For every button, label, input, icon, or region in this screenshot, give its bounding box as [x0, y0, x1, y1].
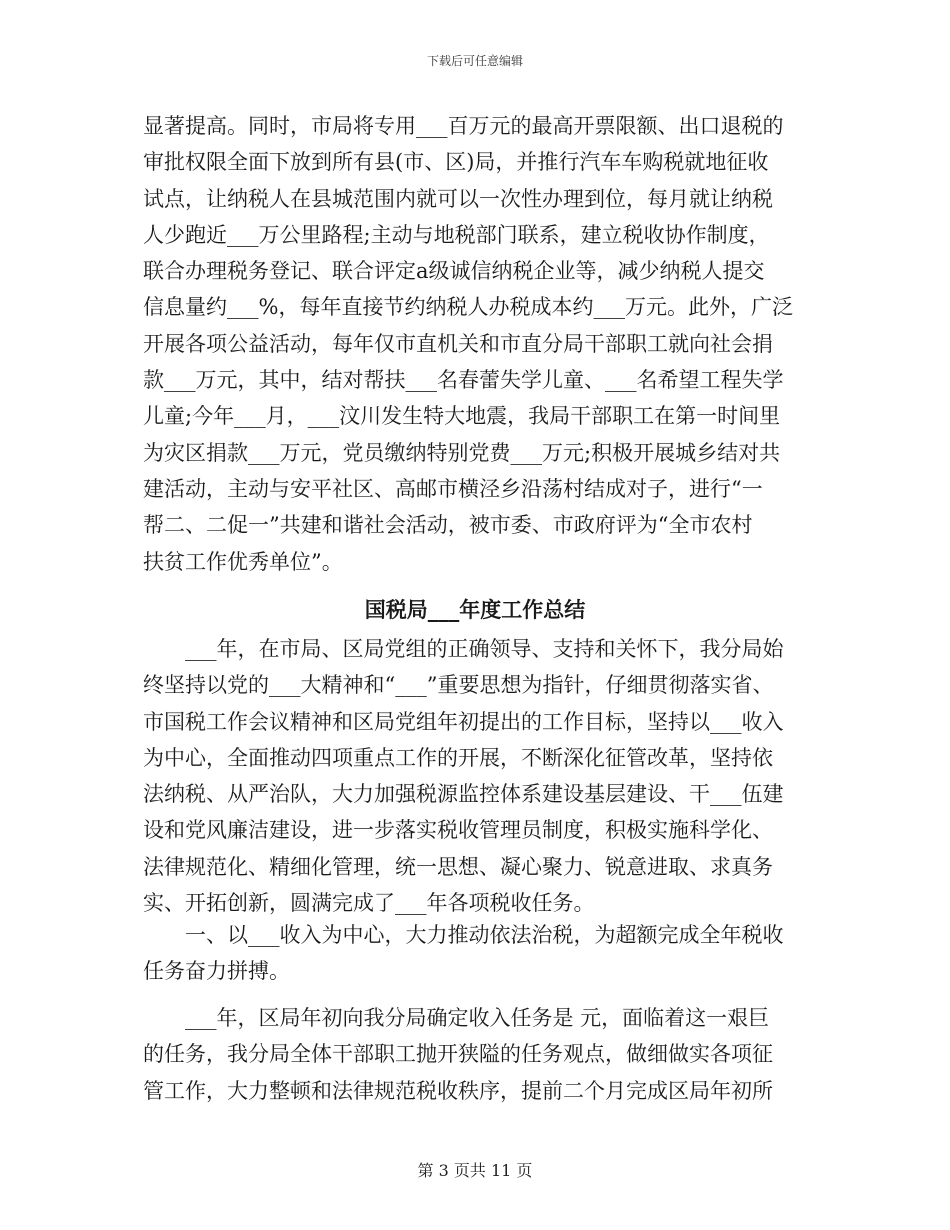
- text-line: 设和党风廉洁建设，进一步落实税收管理员制度，积极实施科学化、: [143, 818, 773, 843]
- text-line: 为中心，全面推动四项重点工作的开展，不断深化征管改革，坚持依: [143, 745, 773, 770]
- text-line: 任务奋力拼搏。: [143, 959, 290, 984]
- text-line: 一、以___收入为中心，大力推动依法治税，为超额完成全年税收: [143, 923, 784, 947]
- section-title: 国税局___年度工作总结: [364, 598, 586, 622]
- paragraph-4: [143, 1000, 807, 1109]
- text-line: 法律规范化、精细化管理，统一思想、凝心聚力、锐意进取、求真务: [143, 854, 773, 879]
- paragraph-2: [143, 631, 807, 921]
- text-line: 帮二、二促一”共建和谐社会活动，被市委、市政府评为“全市农村: [143, 513, 753, 538]
- page-footer: 第 3 页共 11 页: [417, 1161, 533, 1180]
- text-line: 显著提高。同时，市局将专用___百万元的最高开票限额、出口退税的: [143, 114, 784, 138]
- text-line: 人少跑近___万公里路程;主动与地税部门联系，建立税收协作制度，: [143, 222, 770, 247]
- text-line: 市国税工作会议精神和区局党组年初提出的工作目标，坚持以___收入: [143, 709, 784, 734]
- text-line: 法纳税、从严治队，大力加强税源监控体系建设基层建设、干___伍建: [143, 782, 784, 807]
- text-line: 儿童;今年___月，___汶川发生特大地震，我局干部职工在第一时间里: [143, 404, 781, 429]
- text-line: 的任务，我分局全体干部职工抛开狭隘的任务观点，做细做实各项征: [143, 1042, 773, 1067]
- text-line: 扶贫工作优秀单位”。: [143, 549, 343, 574]
- text-line: 联合办理税务登记、联合评定a级诚信纳税企业等，减少纳税人提交: [143, 259, 765, 284]
- text-line: 开展各项公益活动，每年仅市直机关和市直分局干部职工就向社会捐: [143, 331, 773, 356]
- text-line: 为灾区捐款___万元，党员缴纳特别党费___万元;积极开展城乡结对共: [143, 440, 781, 465]
- text-line: 实、开拓创新，圆满完成了___年各项税收任务。: [143, 891, 595, 916]
- paragraph-1: [143, 108, 807, 580]
- paragraph-3: [143, 917, 807, 990]
- text-line: 审批权限全面下放到所有县(市、区)局，并推行汽车车购税就地征收: [143, 150, 769, 175]
- text-line: 试点，让纳税人在县城范围内就可以一次性办理到位，每月就让纳税: [143, 186, 773, 211]
- text-line: 信息量约___%，每年直接节约纳税人办税成本约___万元。此外，广泛: [143, 295, 793, 320]
- text-line: 款___万元，其中，结对帮扶___名春蕾失学儿童、___名希望工程失学: [143, 368, 784, 393]
- page-header: 下载后可任意编辑: [426, 54, 523, 68]
- text-line: 管工作，大力整顿和法律规范税收秩序，提前二个月完成区局年初所: [143, 1078, 773, 1103]
- text-line: ___年，区局年初向我分局确定收入任务是 元，面临着这一艰巨: [143, 1006, 770, 1030]
- text-line: 终坚持以党的___大精神和“___”重要思想为指针，仔细贯彻落实省、: [143, 673, 774, 698]
- text-line: ___年，在市局、区局党组的正确领导、支持和关怀下，我分局始: [143, 637, 784, 661]
- text-line: 建活动，主动与安平社区、高邮市横泾乡沿荡村结成对子，进行“一: [143, 476, 763, 501]
